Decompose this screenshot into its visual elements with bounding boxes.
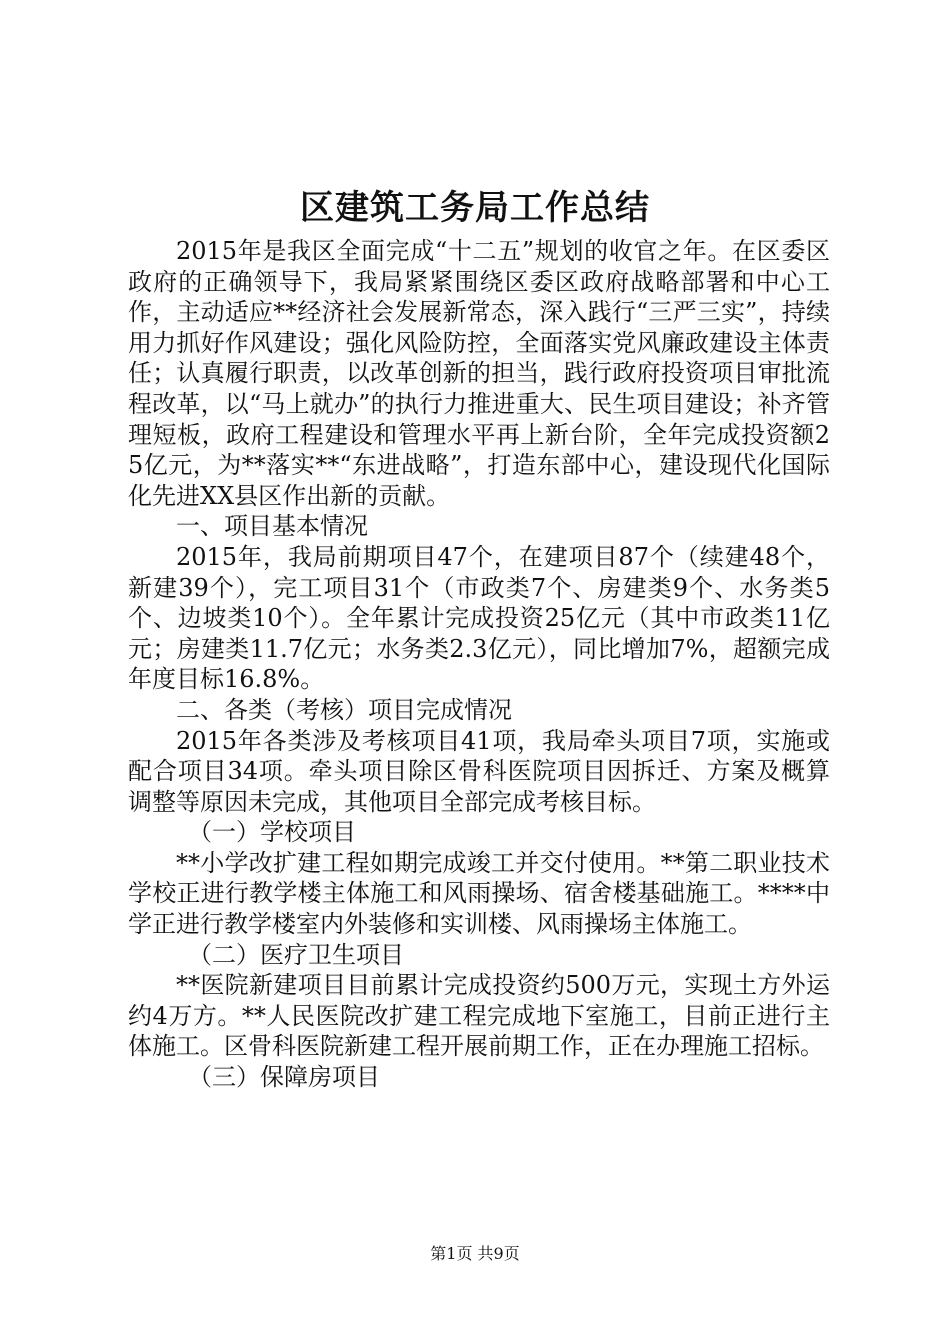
intro-paragraph: 2015年是我区全面完成“十二五”规划的收官之年。在区委区政府的正确领导下，我局紧紧围绕区委区政府战略部署和中心工作，主动适应**经济社会发展新常态，深入践行“三严三实”，持续用力抓好作风建设；强化风险防控，全面落实党风廉政建设主体责任；认真履行职责，以改革创新的担当，践行政府投资项目审批流程改革，以“马上就办”的执行力推进重大、民生项目建设；补齐管理短板，政府工程建设和管理水平再上新台阶，全年完成投资额25亿元，为**落实**“东进战略”，打造东部中心，建设现代化国际化先进XX县区作出新的贡献。 (128, 237, 830, 510)
subsection-heading-housing: （三）保障房项目 (188, 1063, 380, 1092)
document-title: 区建筑工务局工作总结 (300, 188, 650, 228)
medical-projects-paragraph: **医院新建项目目前累计完成投资约500万元，实现土方外运约4万方。**人民医院改扩建工程完成地下室施工，目前正进行主体施工。区骨科医院新建工程开展前期工作，正在办理施工招标。 (128, 971, 830, 1061)
assessment-paragraph: 2015年各类涉及考核项目41项，我局牵头项目7项，实施或配合项目34项。牵头项目除区骨科医院项目因拆迁、方案及概算调整等原因未完成，其他项目全部完成考核目标。 (128, 726, 830, 816)
section-heading-2: 二、各类（考核）项目完成情况 (176, 695, 512, 724)
project-overview-paragraph: 2015年，我局前期项目47个，在建项目87个（续建48个，新建39个），完工项目31个（市政类7个、房建类9个、水务类5个、边坡类10个）。全年累计完成投资25亿元（其中市政类11亿元；房建类11.7亿元；水务类2.3亿元），同比增加7%，超额完成年度目标16.8%。 (128, 542, 830, 694)
document-body (128, 236, 830, 1093)
subsection-heading-medical: （二）医疗卫生项目 (188, 940, 404, 969)
page-number-footer: 第1页 共9页 (430, 1244, 520, 1263)
subsection-heading-school: （一）学校项目 (188, 818, 356, 847)
school-projects-paragraph: **小学改扩建工程如期完成竣工并交付使用。**第二职业技术学校正进行教学楼主体施工和风雨操场、宿舍楼基础施工。****中学正进行教学楼室内外装修和实训楼、风雨操场主体施工。 (128, 848, 830, 939)
section-heading-1: 一、项目基本情况 (176, 512, 368, 541)
